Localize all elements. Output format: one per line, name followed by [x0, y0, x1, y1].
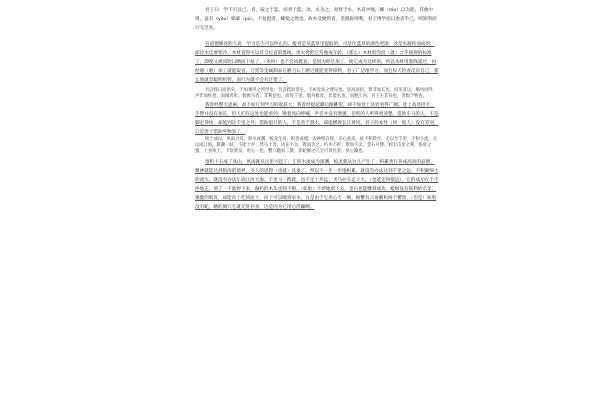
document-page: [195, 6, 439, 212]
translation-paragraph-3: 堆积土石成了高山，风雨就从这里兴起了；汇积水流成为深渊，蛟龙就从这儿产生了；积累善行养成高尚的品德，精神就能达到很高的境界，圣人的思想（也就）具备了。所以不一步一步地积累，就没有办法达到千里之远；不积累细小的流水，就没有办法汇成江河大海。千里马一跨跃，也不足十步远；劣马拉车走十天，（也能走得很远），它的成功在于不停地走。刻了一下就停下来，腐朽的木头也刻不断。（如果）不停地刻下去，金石也能雕刻成功。蚯蚓没有锐利的爪牙，强健的筋骨，却能向上吃到泥土，向下可以喝到泉水，这是由于它用心专一啊。螃蟹有六条腿和两个蟹钳，（但是）如果没有蛇、鳝的洞穴它就无处存身，这是因为它用心浮躁啊。: [195, 160, 439, 211]
translation-paragraph-1: 有道德修养的人说：学习是不可以停止的。靛青是从蓝草里提取的，可是比蓝草的颜色更深；冰是水凝结而成的，却比水还要寒冷。木材直得可以符合拉直的墨线，用火烤把它弯曲成车轮，（那么）木材的弯度（就）合乎圆规的标准了，即使又被风吹日晒而干枯了，（木材）也不会再挺直，是因为经过加工，使它成为这样的。所以木材用墨线量过，再经锤（磨）加工就能取直，刀剑等金属制品在磨刀石上磨过就能变得锋利，君子广泛地学习，而且每天检查反省自己，那么他就会聪明机智，而行为就不会有过错了。: [195, 42, 439, 83]
passage-paragraph-2: 吾尝终日而思矣，不如须臾之所学也；吾尝跂而望矣，不如登高之博见也。登高而招，臂非加长也，而见者远；顺风而呼，声非加疾也，而闻者彰。假舆马者，非利足也，而致千里；假舟楫者，非能水也，而绝江河。君子生非异也，善假于物也。: [195, 88, 438, 100]
intro-paragraph: 君子曰：学不可以已。青，取之于蓝，而青于蓝；冰，水为之，而寒于水。木直中绳，輮（róu）以为轮，其曲中规。虽有（yòu）槁暴（pù），不复挺者，輮使之然也。故木受绳则直，金就砺则利，君子博学而日参省乎己，则知明而行无过矣。: [195, 8, 437, 31]
translation-paragraph-2: 我曾经整天思索，却不如片刻学习的收获大；我曾经提起脚后跟眺望，却不如登上高处看得广阔。登上高处招手，手臂并没有加长，但人们在远处也能看到；顺着风向呼喊，声音并没有增强，但听的人听得更清楚。借助车马的人，不是脚走得快，却能到达千里之外；借助船只的人，不是善于游水，却能横渡长江黄河。君子的本性（同一般人）没有差别，只是善于借助外物罢了。: [195, 102, 439, 135]
passage-paragraph-3: 积土成山，风雨兴焉；积水成渊，蛟龙生焉；积善成德，而神明自得，圣心备焉。故不积跬步，无以至千里；不积小流，无以成江海。骐骥一跃，不能十步；驽马十驾，功在不舍。锲而舍之，朽木不折；锲而不舍，金石可镂。蚓无爪牙之利，筋骨之强，上食埃土，下饮黄泉，用心一也。蟹六跪而二螯，非蛇鳝之穴无可寄托者，用心躁也。: [195, 136, 438, 155]
